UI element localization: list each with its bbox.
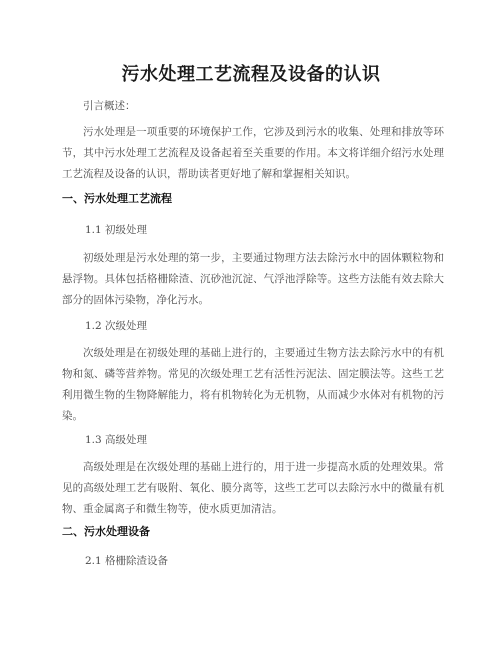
intro-paragraph: 污水处理是一项重要的环境保护工作，它涉及到污水的收集、处理和排放等环节，其中污水处理工艺流程及设备起着至关重要的作用。本文将详细介绍污水处理工艺流程及设备的认识，帮助读者更好地了解和掌握相关知识。 bbox=[62, 126, 444, 180]
subsection-heading-secondary: 1.2 次级处理 bbox=[85, 320, 148, 332]
paragraph-primary-treatment: 初级处理是污水处理的第一步，主要通过物理方法去除污水中的固体颗粒物和悬浮物。具体包括格栅除渣、沉砂池沉淀、气浮池浮除等。这些方法能有效去除大部分的固体污染物，净化污水。 bbox=[62, 252, 444, 306]
subsection-heading-advanced: 1.3 高级处理 bbox=[85, 434, 148, 446]
intro-label: 引言概述： bbox=[83, 100, 136, 112]
document-title: 污水处理工艺流程及设备的认识 bbox=[121, 64, 381, 85]
section-heading-process: 一、污水处理工艺流程 bbox=[62, 192, 172, 205]
subsection-heading-screen-equipment: 2.1 格栅除渣设备 bbox=[85, 555, 169, 567]
subsection-heading-primary: 1.1 初级处理 bbox=[85, 224, 148, 236]
paragraph-secondary-treatment: 次级处理是在初级处理的基础上进行的，主要通过生物方法去除污水中的有机物和氮、磷等营养物。常见的次级处理工艺有活性污泥法、固定膜法等。这些工艺利用微生物的生物降解能力，将有机物转化为无机物，从而减少水体对有机物的污染。 bbox=[62, 347, 444, 422]
paragraph-advanced-treatment: 高级处理是在次级处理的基础上进行的，用于进一步提高水质的处理效果。常见的高级处理工艺有吸附、氧化、膜分离等，这些工艺可以去除污水中的微量有机物、重金属离子和微生物等，使水质更加清洁。 bbox=[62, 461, 444, 515]
section-heading-equipment: 二、污水处理设备 bbox=[62, 525, 150, 538]
